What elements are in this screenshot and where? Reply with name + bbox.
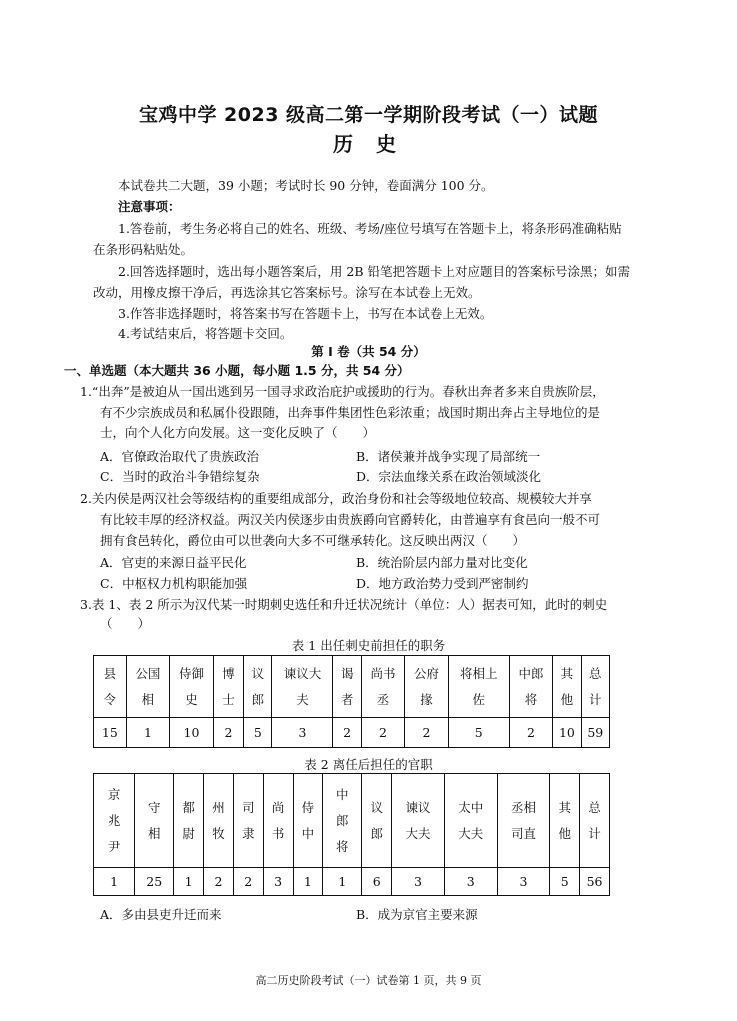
t2-header-text: 大夫 [458, 825, 484, 841]
t2-value-cell: 25 [135, 868, 174, 896]
t1-header-text: 尚书 [370, 665, 396, 681]
t1-header-text: 县 [103, 665, 117, 681]
q2-stem-3: 拥有食邑转化，爵位由可以世袭向大多不可继承转化。这反映出两汉（ ） [100, 533, 526, 548]
t1-header-cell [405, 656, 449, 718]
t1-header-cell [553, 656, 581, 718]
t1-value-cell: 15 [94, 718, 127, 748]
t2-header-text: 司 [242, 799, 255, 815]
t1-value-cell: 5 [244, 718, 272, 748]
t2-value-cell: 3 [444, 868, 497, 896]
t2-header-text: 丞相 [510, 799, 536, 815]
t1-header-text: 谒 [340, 665, 354, 681]
notice-title: 注意事项： [118, 199, 181, 214]
table1-caption: 表 1 出任刺史前担任的职务 [291, 638, 446, 653]
t1-header-text: 博 [222, 665, 235, 681]
page-footer: 高二历史阶段考试（一）试卷第 1 页，共 9 页 [255, 974, 482, 987]
t2-header-text: 将 [336, 838, 349, 854]
t2-header-text: 守 [148, 799, 161, 815]
q1-stem-3: 士，向个人化方向发展。这一变化反映了（ ） [100, 425, 376, 440]
t1-header-cell [333, 656, 361, 718]
t2-value-cell: 6 [362, 868, 392, 896]
table1 [93, 655, 610, 748]
t1-header-cell [94, 656, 127, 718]
t1-header-cell [448, 656, 509, 718]
t2-header-text: 尚 [271, 799, 285, 815]
t2-header-cell [293, 774, 323, 868]
t1-value-cell: 2 [213, 718, 243, 748]
t2-header-text: 尉 [182, 825, 195, 841]
t2-value-cell: 5 [550, 868, 580, 896]
t2-header-text: 都 [182, 799, 195, 815]
t1-header-text: 公国 [135, 665, 161, 681]
t2-value-cell: 2 [204, 868, 234, 896]
t1-header-cell [170, 656, 214, 718]
notice-item-1b: 在条形码粘贴处。 [93, 242, 194, 257]
t2-value-cell: 1 [293, 868, 323, 896]
t2-value-cell: 3 [392, 868, 445, 896]
t2-value-cell: 3 [263, 868, 293, 896]
t2-header-text: 京 [107, 786, 121, 802]
notice-item-4: 4.考试结束后，将答题卡交回。 [118, 326, 293, 341]
t2-header-text: 中 [336, 786, 349, 802]
t1-header-text: 士 [222, 691, 235, 707]
notice-item-2a: 2.回答选择题时，选出每小题答案后，用 2B 铅笔把答题卡上对应题目的答案标号涂黑；如需 [118, 264, 631, 279]
t2-header-text: 郎 [336, 812, 349, 828]
t1-value-cell: 2 [405, 718, 449, 748]
t2-header-text: 相 [148, 825, 161, 841]
t1-value-cell: 10 [170, 718, 214, 748]
t2-header-text: 总 [588, 799, 601, 815]
t1-header-text: 侍御 [178, 665, 204, 681]
t1-value-cell: 59 [581, 718, 609, 748]
t2-value-cell: 1 [174, 868, 204, 896]
t2-value-cell: 1 [323, 868, 362, 896]
t1-header-text: 者 [340, 691, 354, 707]
t2-header-cell [392, 774, 445, 868]
t1-header-text: 相 [141, 691, 155, 707]
t2-header-text: 他 [558, 825, 571, 841]
t1-header-text: 计 [589, 691, 602, 707]
t2-header-cell [233, 774, 263, 868]
q2-stem-1: 2.关内侯是两汉社会等级结构的重要组成部分，政治身份和社会等级地位较高、规模较大并享 [80, 491, 592, 506]
q2-option-a: A．官吏的来源日益平民化 [100, 555, 247, 570]
t2-header-text: 兆 [107, 812, 121, 828]
t2-header-text: 其 [558, 799, 571, 815]
t1-value-cell: 1 [126, 718, 170, 748]
t2-header-text: 郎 [370, 825, 383, 841]
t2-header-cell [204, 774, 234, 868]
table2-header-row [94, 774, 610, 868]
notice-item-1a: 1.答卷前，考生务必将自己的姓名、班级、考场/座位号填写在答题卡上，将条形码准确粘贴 [118, 221, 622, 236]
t1-header-cell [581, 656, 609, 718]
q1-stem-1: 1.“出奔”是被迫从一国出逃到另一国寻求政治庇护或援助的行为。春秋出奔者多来自贵族阶层， [80, 384, 605, 399]
t1-header-text: 佐 [472, 691, 486, 707]
t2-header-cell [444, 774, 497, 868]
q3-option-b: B．成为京官主要来源 [356, 907, 478, 922]
q3-option-a: A．多由县吏升迁而来 [100, 907, 222, 922]
t2-header-cell [135, 774, 174, 868]
t2-header-cell [263, 774, 293, 868]
q2-stem-2: 有比较丰厚的经济权益。两汉关内侯逐步由贵族爵向官爵转化，由普遍享有食邑向一般不可 [100, 512, 601, 527]
t1-value-cell: 2 [509, 718, 553, 748]
t2-header-text: 州 [212, 799, 225, 815]
t1-header-text: 谏议大 [283, 665, 322, 681]
t1-header-cell [272, 656, 333, 718]
t2-header-cell [497, 774, 550, 868]
t1-header-text: 夫 [296, 691, 309, 707]
t1-header-text: 总 [589, 665, 602, 681]
t1-value-cell: 5 [448, 718, 509, 748]
t1-header-cell [126, 656, 170, 718]
t1-header-cell [244, 656, 272, 718]
t2-header-text: 大夫 [405, 825, 431, 841]
t1-header-text: 议 [251, 665, 265, 681]
table1-header-row [94, 656, 610, 718]
notice-item-3: 3.作答非选择题时，将答案书写在答题卡上，书写在本试卷上无效。 [118, 306, 493, 321]
t2-header-text: 隶 [242, 825, 255, 841]
t2-value-cell: 1 [94, 868, 135, 896]
t1-header-text: 将相上 [460, 665, 498, 681]
table1-value-row [94, 718, 610, 748]
notice-item-2b: 改动，用橡皮擦干净后，再选涂其它答案标号。涂写在本试卷上无效。 [93, 285, 481, 300]
table2-value-row [94, 868, 610, 896]
part-title: 第 I 卷（共 54 分） [311, 344, 426, 359]
t2-value-cell: 2 [233, 868, 263, 896]
t2-header-text: 太中 [458, 799, 484, 815]
t2-header-text: 书 [271, 825, 285, 841]
q3-stem-2: （ ） [100, 616, 151, 631]
t2-header-text: 谏议 [405, 799, 431, 815]
t1-header-text: 郎 [251, 691, 265, 707]
t1-header-text: 令 [103, 691, 117, 707]
q1-option-d: D．宗法血缘关系在政治领域淡化 [356, 469, 542, 484]
q1-option-c: C．当时的政治斗争错综复杂 [100, 469, 260, 484]
t2-header-text: 侍 [301, 799, 315, 815]
t2-header-text: 尹 [107, 838, 121, 854]
t1-header-text: 将 [524, 691, 538, 707]
exam-title: 宝鸡中学 2023 级高二第一学期阶段考试（一）试题 [138, 104, 599, 126]
t1-value-cell: 3 [272, 718, 333, 748]
t2-header-cell [94, 774, 135, 868]
t1-value-cell: 2 [361, 718, 405, 748]
t2-header-text: 牧 [212, 825, 225, 841]
q2-option-c: C．中枢权力机构职能加强 [100, 576, 248, 591]
t1-header-text: 他 [560, 691, 574, 707]
t1-header-text: 公府 [414, 665, 440, 681]
section-heading: 一、单选题（本大题共 36 小题，每小题 1.5 分，共 54 分） [64, 363, 410, 378]
t1-header-text: 史 [185, 691, 198, 707]
t2-header-cell [580, 774, 610, 868]
t2-value-cell: 56 [580, 868, 610, 896]
table2-caption: 表 2 离任后担任的官职 [304, 757, 433, 772]
t1-header-cell [213, 656, 243, 718]
t1-header-cell [509, 656, 553, 718]
exam-subject: 历 史 [333, 132, 404, 156]
q1-stem-2: 有不少宗族成员和私属仆役跟随，出奔事件集团性色彩浓重；战国时期出奔占主导地位的是 [100, 405, 601, 420]
t2-header-cell [323, 774, 362, 868]
t2-header-cell [362, 774, 392, 868]
t2-header-text: 中 [301, 825, 315, 841]
t1-header-cell [361, 656, 405, 718]
q1-option-a: A．官僚政治取代了贵族政治 [100, 449, 260, 464]
q2-option-b: B．统治阶层内部力量对比变化 [356, 555, 528, 570]
t1-header-text: 其 [560, 665, 574, 681]
t1-header-text: 中郎 [518, 665, 544, 681]
t1-header-text: 丞 [376, 691, 390, 707]
t2-header-text: 计 [588, 825, 601, 841]
q2-option-d: D．地方政治势力受到严密制约 [356, 576, 529, 591]
t1-value-cell: 10 [553, 718, 581, 748]
t2-value-cell: 3 [497, 868, 550, 896]
instructions-intro: 本试卷共二大题，39 小题；考试时长 90 分钟，卷面满分 100 分。 [118, 178, 494, 193]
t2-header-cell [174, 774, 204, 868]
table2 [93, 773, 610, 896]
t2-header-text: 司直 [510, 825, 536, 841]
t2-header-cell [550, 774, 580, 868]
q1-option-b: B．诸侯兼并战争实现了局部统一 [356, 449, 541, 464]
t1-header-text: 掾 [420, 691, 433, 707]
q3-stem-1: 3.表 1、表 2 所示为汉代某一时期刺史选任和升迁状况统计（单位：人）据表可知，此时的刺史 [80, 597, 608, 612]
t1-value-cell: 2 [333, 718, 361, 748]
t2-header-text: 议 [370, 799, 383, 815]
